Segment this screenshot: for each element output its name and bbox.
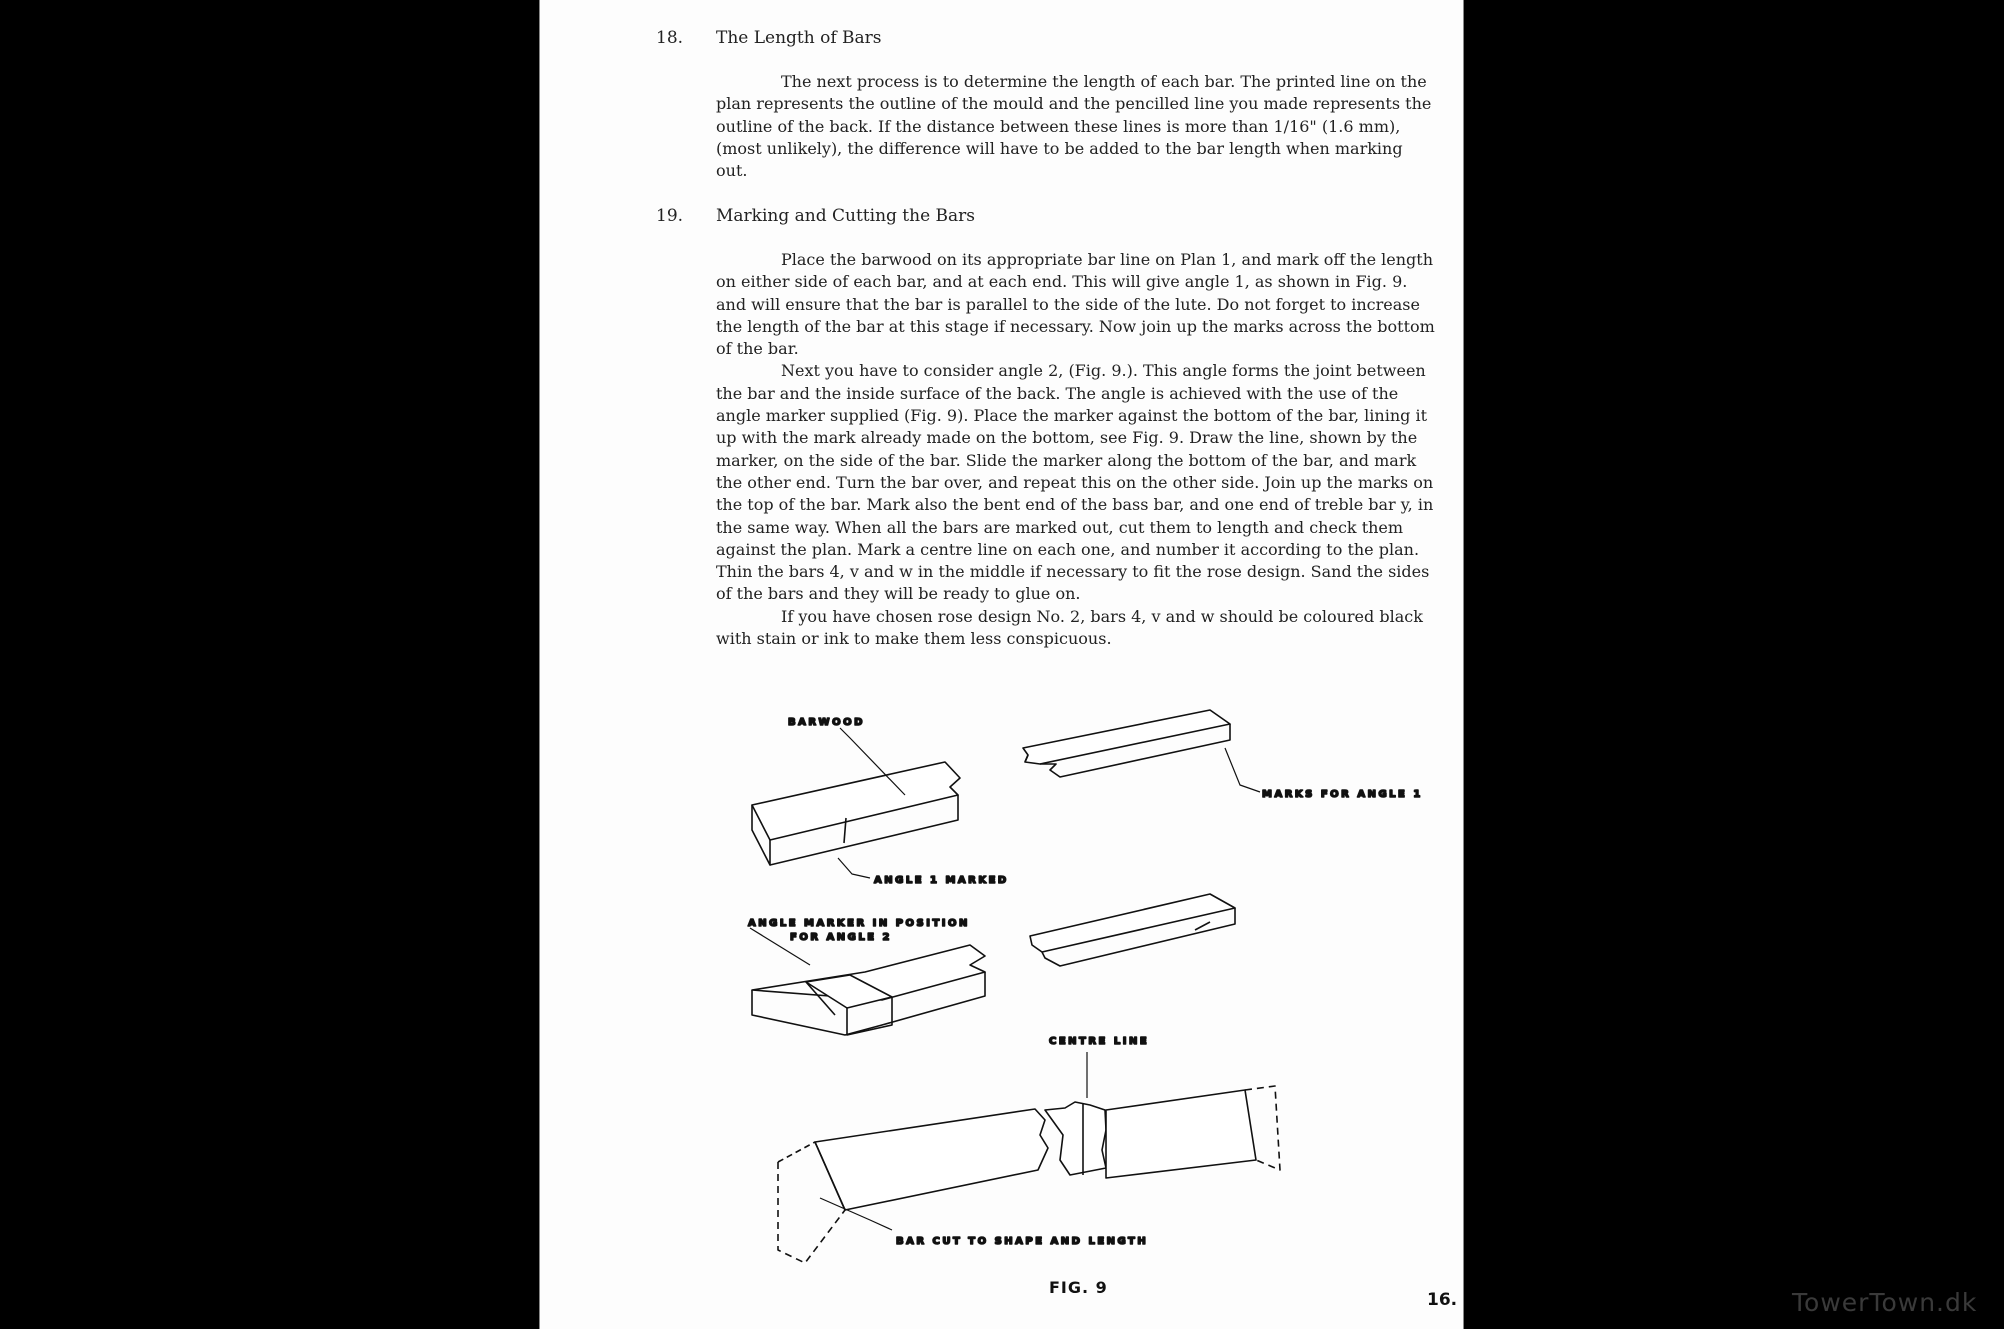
- document-page: [539, 0, 1464, 1329]
- section-19-paragraph-1: Place the barwood on its appropriate bar line on Plan 1, and mark off the length on either side of each bar, and at each end. This will give angle 1, as shown in Fig. 9. and will ensure that the bar is parallel to the side of the lute. Do not forget to increase the length of the bar at this stage if necessary. Now join up the marks across the bottom of the bar.: [716, 250, 1435, 359]
- figure-caption: FIG. 9: [1049, 1278, 1108, 1297]
- label-marks-for-angle-1: MARKS FOR ANGLE 1: [1262, 789, 1423, 800]
- label-centre-line: CENTRE LINE: [1049, 1036, 1150, 1047]
- section-19-paragraph-3: If you have chosen rose design No. 2, bars 4, v and w should be coloured black with stain or ink to make them less conspicuous.: [716, 606, 1423, 649]
- angle-marker-drawing: [752, 945, 985, 1035]
- label-bar-cut-to-shape: BAR CUT TO SHAPE AND LENGTH: [896, 1236, 1149, 1247]
- figure-9-illustration: [540, 690, 1465, 1310]
- marked-bar-drawing: [1023, 710, 1230, 777]
- section-19-body: [716, 249, 1436, 650]
- section-18-body: [716, 71, 1436, 182]
- second-marked-bar-drawing: [1030, 894, 1235, 966]
- label-angle-marker-line-2: FOR ANGLE 2: [790, 932, 892, 943]
- page-number: 16.: [1427, 1290, 1458, 1310]
- barwood-bar-drawing: [752, 762, 960, 865]
- section-18-title: The Length of Bars: [716, 28, 882, 48]
- section-19-title: Marking and Cutting the Bars: [716, 206, 976, 226]
- label-angle-marker-line-1: ANGLE MARKER IN POSITION: [748, 918, 970, 929]
- section-18-number: 18.: [656, 28, 684, 48]
- label-barwood: BARWOOD: [788, 717, 865, 728]
- section-19-paragraph-2: Next you have to consider angle 2, (Fig. 9.). This angle forms the joint between the bar and the inside surface of the back. The angle is achieved with the use of the angle marker supplied (Fig. 9). Place the marker against the bottom of the bar, lining it up with the mark already made on the bottom, see Fig. 9. Draw the line, shown by the marker, on the side of the bar. Slide the marker along the bottom of the bar, and mark the other end. Turn the bar over, and repeat this on the other side. Join up the marks on the top of the bar. Mark also the bent end of the bass bar, and one end of treble bar y, in the same way. When all the bars are marked out, cut them to length and check them against the plan. Mark a centre line on each one, and number it according to the plan. Thin the bars 4, v and w in the middle if necessary to fit the rose design. Sand the sides of the bars and they will be ready to glue on.: [716, 361, 1434, 604]
- section-19-number: 19.: [656, 206, 684, 226]
- label-angle-1-marked: ANGLE 1 MARKED: [874, 875, 1009, 886]
- section-18-paragraph: The next process is to determine the length of each bar. The printed line on the plan represents the outline of the mould and the pencilled line you made represents the outline of the back. If the distance between these lines is more than 1/16" (1.6 mm), (most unlikely), the difference will have to be added to the bar length when marking out.: [716, 72, 1432, 181]
- watermark-text: TowerTown.dk: [1792, 1288, 1978, 1317]
